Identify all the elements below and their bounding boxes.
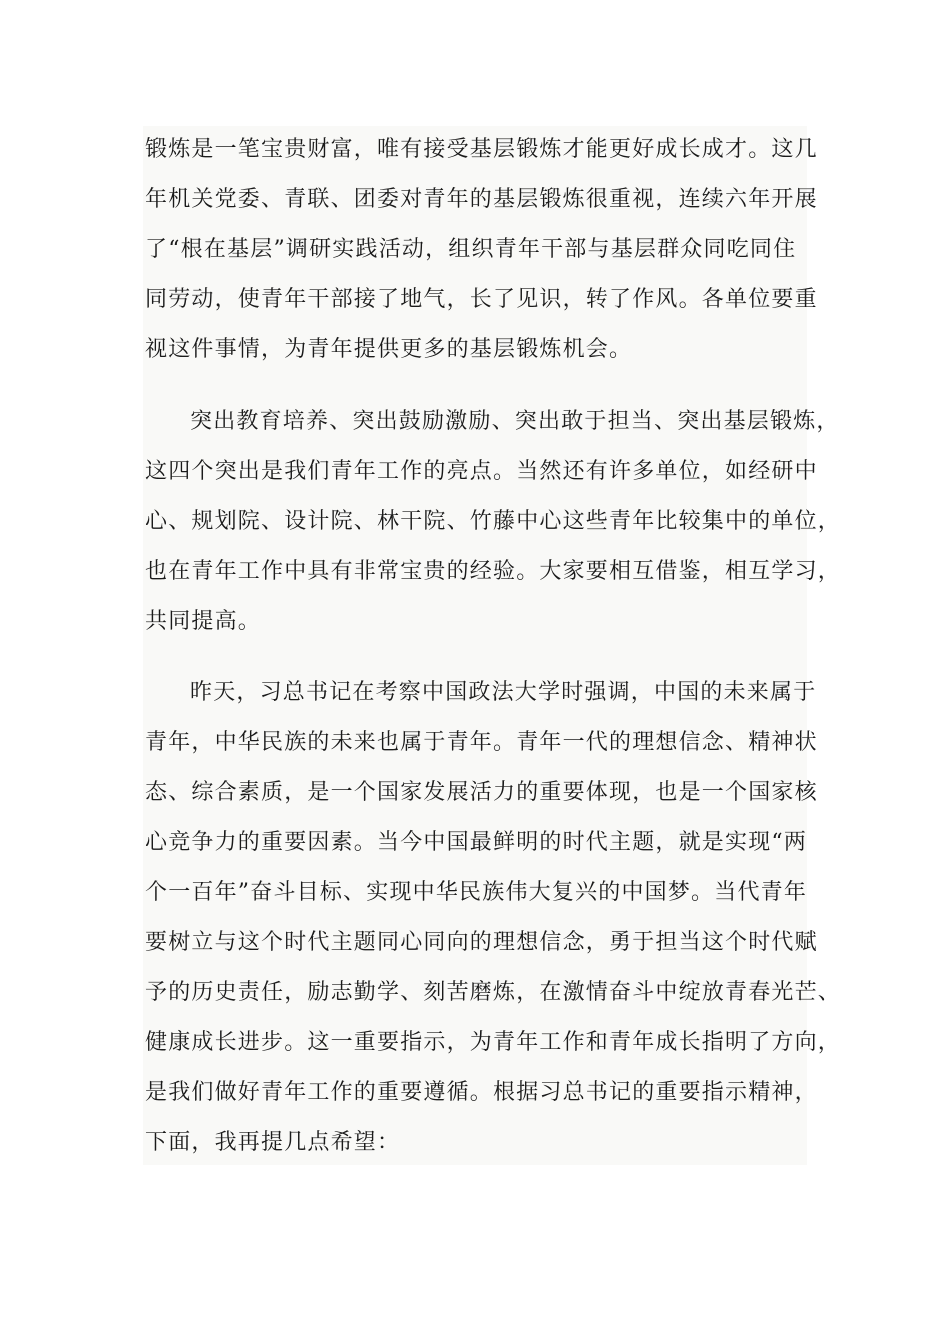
text-line: 下面，我再提几点希望： <box>145 1130 401 1155</box>
text-line: 青年，中华民族的未来也属于青年。青年一代的理想信念、精神状 <box>145 730 818 755</box>
text-line: 这四个突出是我们青年工作的亮点。当然还有许多单位，如经研中 <box>145 459 818 484</box>
text-line: 是我们做好青年工作的重要遵循。根据习总书记的重要指示精神， <box>145 1080 818 1105</box>
text-line: 态、综合素质，是一个国家发展活力的重要体现，也是一个国家核 <box>145 780 818 805</box>
text-line: 锻炼是一笔宝贵财富，唯有接受基层锻炼才能更好成长成才。这几 <box>145 137 818 162</box>
text-line: 同劳动，使青年干部接了地气，长了见识，转了作风。各单位要重 <box>145 287 818 312</box>
text-line: 也在青年工作中具有非常宝贵的经验。大家要相互借鉴，相互学习， <box>145 559 842 584</box>
text-line: 个一百年”奋斗目标、实现中华民族伟大复兴的中国梦。当代青年 <box>145 880 808 905</box>
text-line: 共同提高。 <box>145 609 262 634</box>
text-line: 视这件事情，为青年提供更多的基层锻炼机会。 <box>145 337 633 362</box>
text-line: 了“根在基层”调研实践活动，组织青年干部与基层群众同吃同住 <box>145 237 797 262</box>
text-line: 予的历史责任，励志勤学、刻苦磨炼，在激情奋斗中绽放青春光芒、 <box>145 980 842 1005</box>
text-line: 突出教育培养、突出鼓励激励、突出敢于担当、突出基层锻炼， <box>190 409 840 434</box>
text-line: 健康成长进步。这一重要指示，为青年工作和青年成长指明了方向， <box>145 1030 842 1055</box>
text-line: 心、规划院、设计院、林干院、竹藤中心这些青年比较集中的单位， <box>145 509 842 534</box>
text-line: 心竞争力的重要因素。当今中国最鲜明的时代主题，就是实现“两 <box>145 830 808 855</box>
text-line: 年机关党委、青联、团委对青年的基层锻炼很重视，连续六年开展 <box>145 187 818 212</box>
text-line: 昨天，习总书记在考察中国政法大学时强调，中国的未来属于 <box>190 680 817 705</box>
text-line: 要树立与这个时代主题同心同向的理想信念，勇于担当这个时代赋 <box>145 930 818 955</box>
